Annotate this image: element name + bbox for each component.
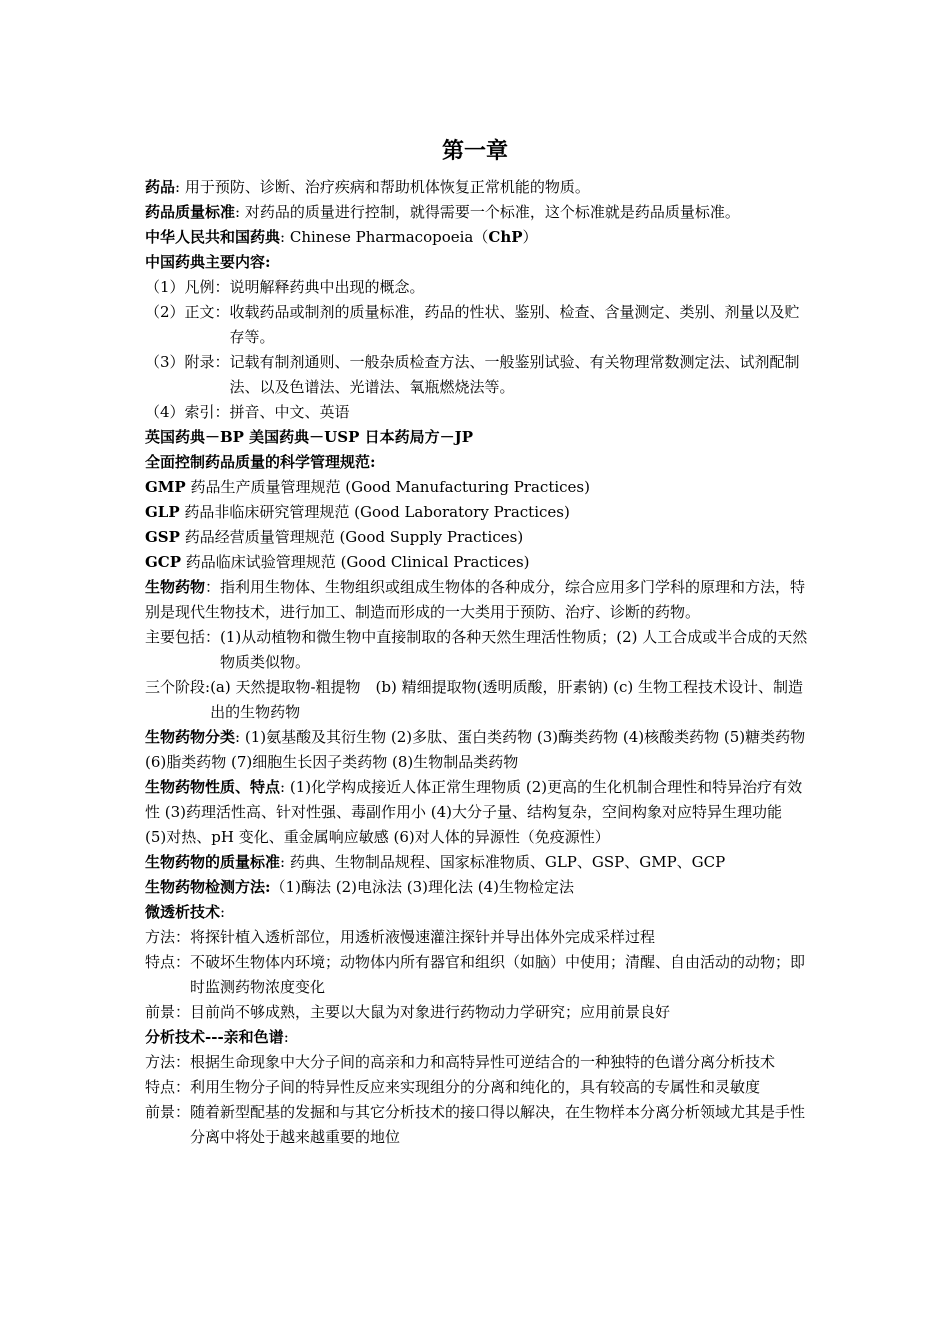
definition-text: : 用于预防、诊断、治疗疾病和帮助机体恢复正常机能的物质。 (175, 178, 590, 196)
term: 中华人民共和国药典 (145, 228, 281, 246)
biodrug-quality-standard (145, 850, 810, 875)
term: 药品 (145, 178, 176, 196)
contents-item (145, 350, 810, 400)
item-text: 将探针植入透析部位，用透析液慢速灌注探针并导出体外完成采样过程 (190, 928, 656, 946)
contents-item (145, 300, 810, 350)
gxp-text: 药品经营质量管理规范 (Good Supply Practices) (179, 528, 524, 546)
item-text: (1)从动植物和微生物中直接制取的各种天然生理活性物质；(2) 人工合成或半合成的天然物质类似物。 (220, 628, 808, 671)
item-text: 随着新型配基的发掘和与其它分析技术的接口得以解决，在生物样本分离分析领域尤其是手性分离中将处于越来越重要的地位 (190, 1103, 806, 1146)
chp-text: : Chinese Pharmacopoeia（ (280, 228, 489, 246)
gxp-text: 药品临床试验管理规范 (Good Clinical Practices) (181, 553, 530, 571)
item-text: 说明解释药典中出现的概念。 (229, 278, 425, 296)
term: 生物药物检测方法: (145, 878, 271, 896)
term: 生物药物分类 (145, 728, 236, 746)
term: 生物药物的质量标准 (145, 853, 281, 871)
gxp-item (145, 500, 810, 525)
item-label: （4）索引： (145, 403, 230, 421)
microdialysis-item (145, 1000, 810, 1025)
term: 药品质量标准 (145, 203, 236, 221)
item-label: 方法： (145, 1053, 191, 1071)
item-label: 主要包括： (145, 628, 221, 646)
microdialysis-heading (145, 900, 810, 925)
gxp-abbr: GSP (145, 528, 180, 546)
item-text: 不破坏生物体内环境；动物体内所有器官和组织（如脑）中使用；清醒、自由活动的动物；即时监测药物浓度变化 (190, 953, 806, 996)
contents-heading: 中国药典主要内容: (145, 253, 271, 271)
contents-item (145, 400, 810, 425)
biodrug-classification (145, 725, 810, 775)
item-text: 拼音、中文、英语 (229, 403, 350, 421)
heading-colon: : (220, 903, 226, 921)
gxp-text: 药品非临床研究管理规范 (Good Laboratory Practices) (179, 503, 570, 521)
document-body (145, 175, 810, 1150)
item-label: 特点： (145, 1078, 191, 1096)
item-text: 利用生物分子间的特异性反应来实现组分的分离和纯化的，具有较高的专属性和灵敏度 (190, 1078, 761, 1096)
item-label: 方法： (145, 928, 191, 946)
microdialysis-item (145, 950, 810, 1000)
chapter-title: 第一章 (441, 138, 508, 164)
definition-biodrug (145, 575, 810, 625)
affinity-item (145, 1100, 810, 1150)
affinity-heading (145, 1025, 810, 1050)
definition-quality-standard (145, 200, 810, 225)
chp-abbr: ChP (488, 228, 523, 246)
term: 生物药物 (145, 578, 206, 596)
affinity-item (145, 1075, 810, 1100)
gxp-abbr: GMP (145, 478, 186, 496)
item-text: 根据生命现象中大分子间的高亲和力和高特异性可逆结合的一种独特的色谱分离分析技术 (190, 1053, 776, 1071)
three-stages (145, 675, 810, 725)
gxp-item (145, 525, 810, 550)
biodrug-detection (145, 875, 810, 900)
gxp-item (145, 475, 810, 500)
item-label: 三个阶段: (145, 678, 211, 696)
item-text: 记载有制剂通则、一般杂质检查方法、一般鉴别试验、有关物理常数测定法、试剂配制法、以及色谱法、光谱法、氧瓶燃烧法等。 (229, 353, 800, 396)
item-label: 前景： (145, 1103, 191, 1121)
item-label: （1）凡例： (145, 278, 230, 296)
section-heading: 微透析技术 (145, 903, 221, 921)
item-label: 特点： (145, 953, 191, 971)
gxp-abbr: GLP (145, 503, 180, 521)
chp-close: ） (522, 228, 538, 246)
heading-colon: : (283, 1028, 289, 1046)
definition-text: ：指利用生物体、生物组织或组成生物体的各种成分，综合应用多门学科的原理和方法，特别是现代生物技术，进行加工、制造而形成的一大类用于预防、治疗、诊断的药物。 (145, 578, 806, 621)
gxp-text: 药品生产质量管理规范 (Good Manufacturing Practices) (185, 478, 590, 496)
item-text: (a) 天然提取物-粗提物 (b) 精细提取物(透明质酸，肝素钠) (c) 生物工程技术设计、制造出的生物药物 (210, 678, 803, 721)
biodrug-properties (145, 775, 810, 850)
classification-text: : (1)氨基酸及其衍生物 (2)多肽、蛋白类药物 (3)酶类药物 (4)核酸类药物 (5)糖类药物 (6)脂类药物 (7)细胞生长因子类药物 (8)生物制品类药物 (145, 728, 806, 771)
definition-text: : 对药品的质量进行控制，就得需要一个标准，这个标准就是药品质量标准。 (235, 203, 740, 221)
item-label: （2）正文： (145, 303, 230, 321)
item-label: （3）附录： (145, 353, 230, 371)
affinity-item (145, 1050, 810, 1075)
pharmacopoeias-line: 英国药典－BP 美国药典－USP 日本药局方－JP (145, 428, 473, 446)
gxp-abbr: GCP (145, 553, 182, 571)
microdialysis-item (145, 925, 810, 950)
section-heading: 分析技术---亲和色谱 (145, 1028, 284, 1046)
item-text: 目前尚不够成熟，主要以大鼠为对象进行药物动力学研究；应用前景良好 (190, 1003, 671, 1021)
gxp-item (145, 550, 810, 575)
item-text: 收载药品或制剂的质量标准，药品的性状、鉴别、检查、含量测定、类别、剂量以及贮存等。 (229, 303, 800, 346)
definition-drug (145, 175, 810, 200)
main-includes (145, 625, 810, 675)
quality-standard-text: : 药典、生物制品规程、国家标准物质、GLP、GSP、GMP、GCP (280, 853, 726, 871)
chp-line (145, 225, 810, 250)
term: 生物药物性质、特点 (145, 778, 281, 796)
gxp-heading: 全面控制药品质量的科学管理规范: (145, 453, 376, 471)
item-label: 前景： (145, 1003, 191, 1021)
detection-text: （1)酶法 (2)电泳法 (3)理化法 (4)生物检定法 (270, 878, 574, 896)
properties-text: : (1)化学构成接近人体正常生理物质 (2)更高的生化机制合理性和特异治疗有效性 (3)药理活性高、针对性强、毒副作用小 (4)大分子量、结构复杂，空间构象对应特异生理功能 (5)对热、pH 变化、重金属响应敏感 (6)对人体的异源性（免疫源性） (145, 778, 803, 846)
contents-item (145, 275, 810, 300)
